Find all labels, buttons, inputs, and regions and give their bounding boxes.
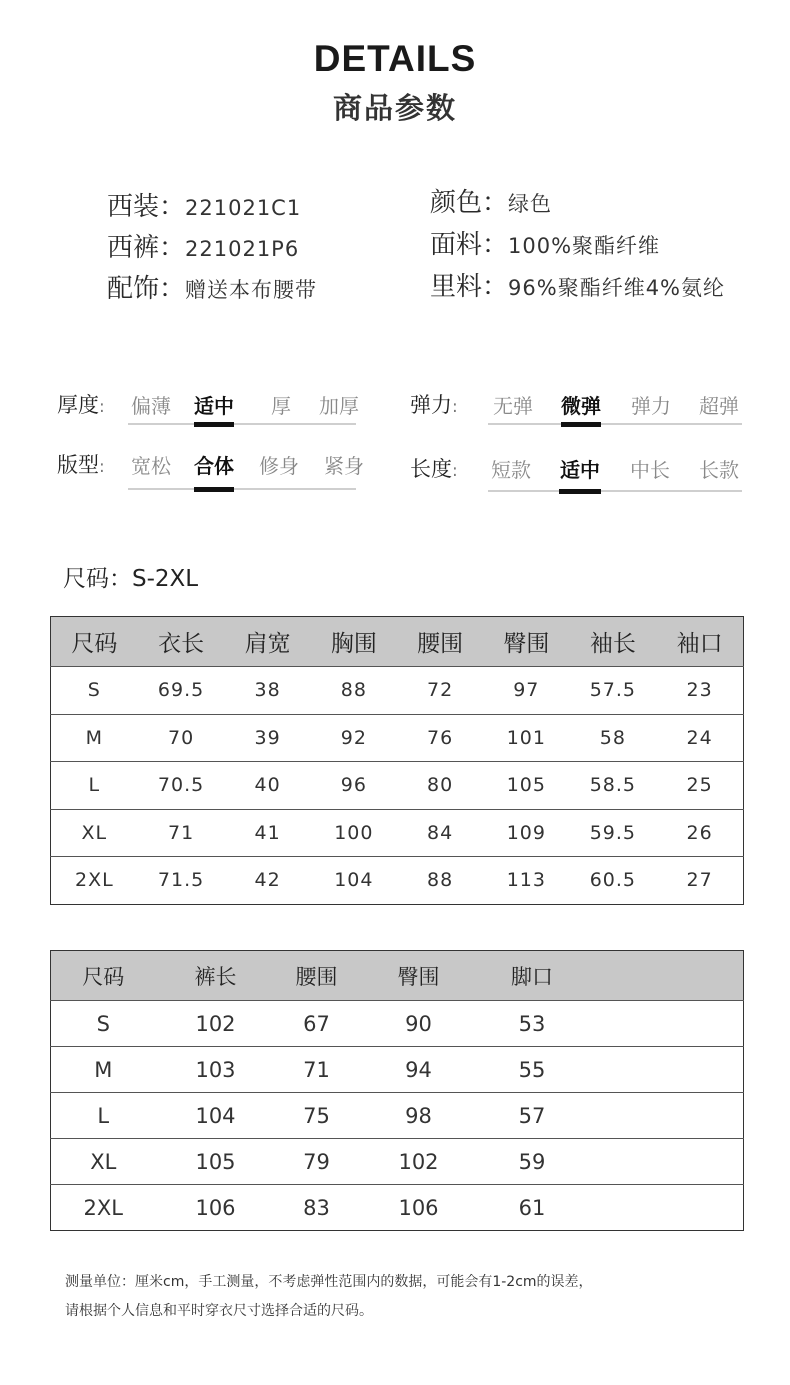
table-cell: 67: [276, 1001, 358, 1047]
page-title-en: DETAILS: [313, 38, 477, 79]
table-cell: 38: [225, 667, 311, 715]
table-cell: 79: [276, 1139, 358, 1185]
table-cell-spacer: [585, 1093, 744, 1139]
attribute-option: 偏薄: [131, 394, 171, 418]
table-row: [51, 667, 744, 715]
column-header: 臀围: [483, 617, 569, 667]
info-color: [430, 182, 552, 219]
table-cell: 69.5: [138, 667, 225, 715]
attribute-option: 弹力: [631, 394, 671, 418]
column-header: 腰围: [276, 951, 358, 1001]
table-cell: 2XL: [51, 857, 138, 905]
info-accessory: [107, 268, 317, 305]
table-cell: 58: [569, 714, 656, 762]
attribute-selected-marker: [194, 422, 234, 427]
table-cell: 109: [483, 809, 569, 857]
table-cell: 97: [483, 667, 569, 715]
attribute-label-text: 厚度: [57, 393, 99, 417]
table-cell: 70: [138, 714, 225, 762]
table-cell: 70.5: [138, 762, 225, 810]
table-cell: 24: [656, 714, 743, 762]
info-value: 绿色: [508, 192, 553, 216]
table-cell: 98: [358, 1093, 480, 1139]
table-cell: S: [51, 667, 138, 715]
info-fabric: [430, 224, 660, 261]
attribute-label: [410, 453, 458, 483]
table-cell: 90: [358, 1001, 480, 1047]
attribute-track: [128, 423, 356, 425]
table-cell: 60.5: [569, 857, 656, 905]
page-title-cn: 商品参数: [332, 91, 457, 125]
table-cell: 106: [358, 1185, 480, 1231]
table-cell: 92: [311, 714, 397, 762]
table-row: [51, 809, 744, 857]
column-header: 衣长: [138, 617, 225, 667]
attribute-option: 长款: [699, 458, 739, 482]
info-label: 颜色：: [430, 188, 509, 218]
column-header: 袖长: [569, 617, 656, 667]
table-cell: 57: [480, 1093, 585, 1139]
table-cell: XL: [51, 1139, 156, 1185]
attribute-option-selected: 合体: [194, 454, 234, 478]
attribute-label-text: 长度: [410, 457, 452, 481]
attribute-track: [488, 490, 742, 492]
attribute-label-colon: :: [99, 457, 105, 477]
table-header-row: [51, 951, 744, 1001]
table-cell: 105: [156, 1139, 276, 1185]
table-row: [51, 1001, 744, 1047]
attribute-label: [410, 389, 458, 419]
table-cell: 41: [225, 809, 311, 857]
table-cell: 53: [480, 1001, 585, 1047]
table-row: [51, 1047, 744, 1093]
attribute-selected-marker: [559, 489, 601, 494]
column-header: 脚口: [480, 951, 585, 1001]
table-cell: 40: [225, 762, 311, 810]
table-cell: 96: [311, 762, 397, 810]
table-cell: 113: [483, 857, 569, 905]
table-cell: 42: [225, 857, 311, 905]
table-cell: 104: [311, 857, 397, 905]
attribute-option: 厚: [271, 394, 291, 418]
table-row: [51, 1093, 744, 1139]
size-advice-note: 请根据个人信息和平时穿衣尺寸选择合适的尺码。: [65, 1303, 373, 1319]
attribute-label: [57, 389, 105, 419]
attribute-label-colon: :: [99, 397, 105, 417]
info-label: 西装：: [107, 192, 186, 222]
info-label: 面料：: [430, 230, 509, 260]
info-value: 100%聚酯纤维: [508, 234, 661, 258]
info-label: 西裤：: [107, 233, 186, 263]
table-cell: 26: [656, 809, 743, 857]
table-cell: 23: [656, 667, 743, 715]
column-header: 臀围: [358, 951, 480, 1001]
attribute-option: 紧身: [324, 454, 364, 478]
table-cell: 2XL: [51, 1185, 156, 1231]
attribute-label: [57, 449, 105, 479]
table-header-row: [51, 617, 744, 667]
size-range: 尺码：S-2XL: [63, 566, 199, 592]
jacket-size-table: [50, 616, 744, 905]
table-cell: L: [51, 762, 138, 810]
column-header: 胸围: [311, 617, 397, 667]
attribute-label-colon: :: [452, 397, 458, 417]
column-header: 尺码: [51, 617, 138, 667]
table-cell: 88: [311, 667, 397, 715]
table-cell: M: [51, 714, 138, 762]
table-cell: 27: [656, 857, 743, 905]
column-header: 袖口: [656, 617, 743, 667]
attribute-label-text: 弹力: [410, 393, 452, 417]
table-cell-spacer: [585, 1185, 744, 1231]
attribute-option-selected: 适中: [560, 458, 600, 482]
attribute-label-colon: :: [452, 461, 458, 481]
table-cell: 94: [358, 1047, 480, 1093]
table-cell: 88: [397, 857, 483, 905]
table-row: [51, 714, 744, 762]
table-cell: 101: [483, 714, 569, 762]
pants-size-table: [50, 950, 744, 1231]
attribute-option: 宽松: [131, 454, 171, 478]
table-row: [51, 1185, 744, 1231]
info-value: 赠送本布腰带: [185, 278, 318, 302]
table-row: [51, 1139, 744, 1185]
table-cell: 103: [156, 1047, 276, 1093]
table-cell: 71: [276, 1047, 358, 1093]
attribute-option: 超弹: [699, 394, 739, 418]
table-cell-spacer: [585, 1047, 744, 1093]
attribute-selected-marker: [561, 422, 601, 427]
info-pants: [107, 227, 299, 264]
table-cell: 84: [397, 809, 483, 857]
table-cell: 104: [156, 1093, 276, 1139]
info-value: 221021P6: [185, 237, 300, 261]
table-cell: 102: [358, 1139, 480, 1185]
table-row: [51, 762, 744, 810]
attribute-track: [128, 488, 356, 490]
table-cell: 105: [483, 762, 569, 810]
info-value: 96%聚酯纤维4%氨纶: [508, 276, 726, 300]
info-suit: [107, 186, 301, 223]
attribute-option-selected: 微弹: [561, 394, 601, 418]
attribute-option: 中长: [630, 458, 670, 482]
table-cell: M: [51, 1047, 156, 1093]
column-header: 尺码: [51, 951, 156, 1001]
table-cell: S: [51, 1001, 156, 1047]
table-cell: 57.5: [569, 667, 656, 715]
table-cell: XL: [51, 809, 138, 857]
table-cell-spacer: [585, 1139, 744, 1185]
attribute-option: 加厚: [319, 394, 359, 418]
attribute-option-selected: 适中: [194, 394, 234, 418]
attribute-option: 无弹: [493, 394, 533, 418]
info-label: 配饰：: [107, 274, 186, 304]
table-cell: 59.5: [569, 809, 656, 857]
column-header: 肩宽: [225, 617, 311, 667]
table-cell: L: [51, 1093, 156, 1139]
attribute-track: [488, 423, 742, 425]
table-cell: 71.5: [138, 857, 225, 905]
info-lining: [430, 266, 725, 303]
table-cell: 59: [480, 1139, 585, 1185]
table-cell: 58.5: [569, 762, 656, 810]
info-value: 221021C1: [185, 196, 302, 220]
attribute-option: 短款: [491, 458, 531, 482]
table-cell: 55: [480, 1047, 585, 1093]
table-cell: 25: [656, 762, 743, 810]
table-cell: 102: [156, 1001, 276, 1047]
info-label: 里料：: [430, 272, 509, 302]
attribute-selected-marker: [194, 487, 234, 492]
table-cell-spacer: [585, 1001, 744, 1047]
attribute-option: 修身: [259, 454, 299, 478]
table-cell: 39: [225, 714, 311, 762]
table-row: [51, 857, 744, 905]
table-cell: 75: [276, 1093, 358, 1139]
table-cell: 61: [480, 1185, 585, 1231]
table-cell: 80: [397, 762, 483, 810]
measurement-note: 测量单位：厘米cm，手工测量，不考虑弹性范围内的数据，可能会有1-2cm的误差，: [65, 1274, 593, 1290]
table-cell: 71: [138, 809, 225, 857]
table-cell: 100: [311, 809, 397, 857]
table-cell: 72: [397, 667, 483, 715]
table-cell: 76: [397, 714, 483, 762]
table-cell: 83: [276, 1185, 358, 1231]
table-cell: 106: [156, 1185, 276, 1231]
column-header: 裤长: [156, 951, 276, 1001]
attribute-label-text: 版型: [57, 453, 99, 477]
column-header-spacer: [585, 951, 744, 1001]
column-header: 腰围: [397, 617, 483, 667]
